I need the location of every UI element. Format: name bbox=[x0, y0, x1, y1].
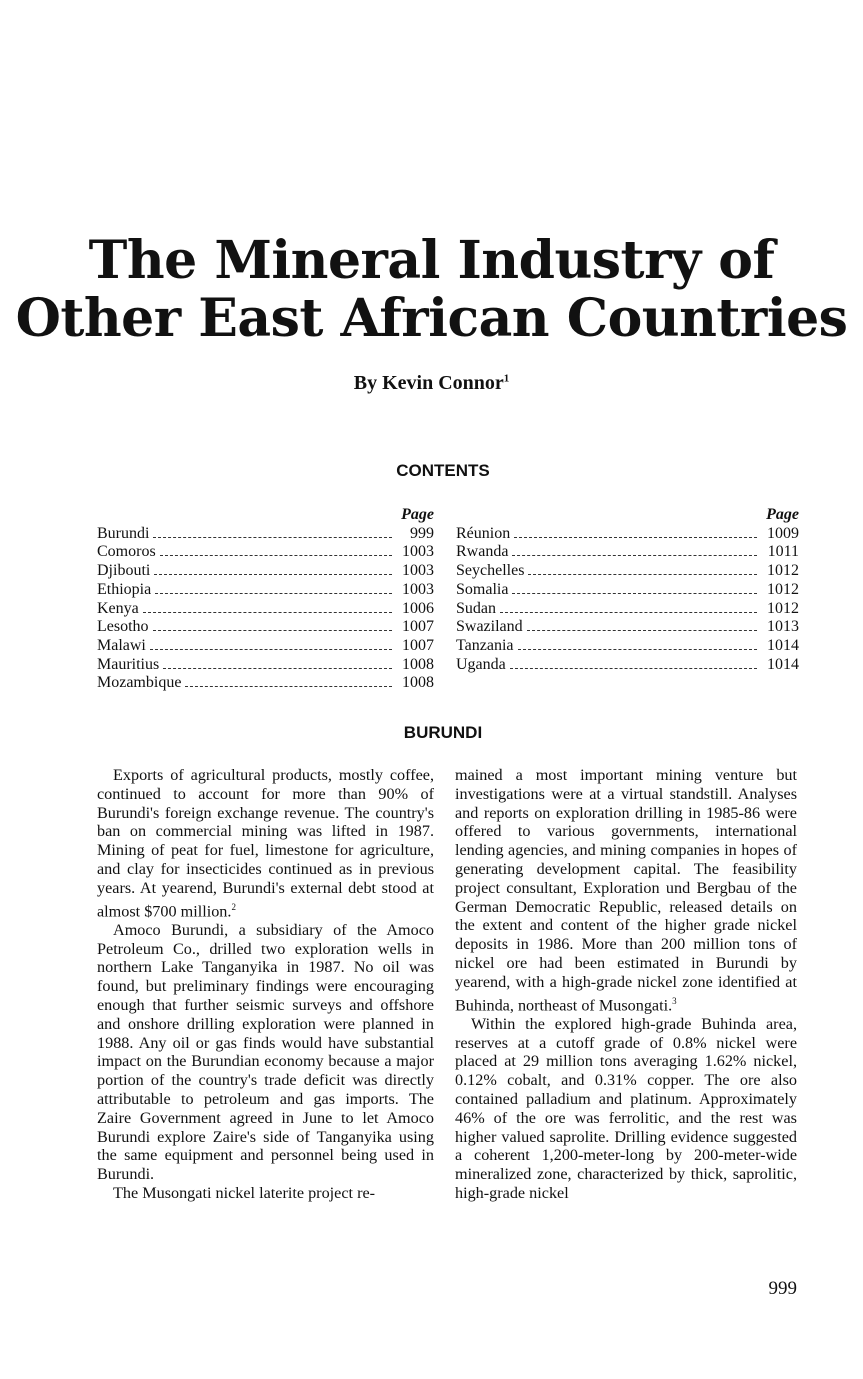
toc-entry-name: Rwanda bbox=[456, 543, 509, 561]
dot-leader bbox=[527, 630, 757, 631]
dot-leader bbox=[510, 668, 757, 669]
title-line-2: Other East African Countries bbox=[15, 288, 848, 349]
toc-entry-page: 1013 bbox=[767, 618, 799, 636]
toc-entry-page: 999 bbox=[410, 524, 434, 542]
body-paragraph bbox=[97, 766, 434, 921]
toc-entry-name: Sudan bbox=[456, 599, 496, 617]
page-number: 999 bbox=[768, 1278, 797, 1299]
toc-entry bbox=[456, 525, 799, 544]
dot-leader bbox=[512, 593, 757, 594]
section-heading-burundi: BURUNDI bbox=[403, 723, 483, 742]
dot-leader bbox=[154, 574, 392, 575]
dot-leader bbox=[163, 668, 392, 669]
toc-entry bbox=[456, 543, 799, 562]
paragraph-text: Exports of agricultural products, mostly coffee, continued to account for more than 90% of Burundi's foreign exchange revenue. The country's ban on commercial mining was lifted in 1987. Mining of peat for fuel, limestone for agriculture, and clay for insecticides continued as in previous years. At yearend, Burundi's external debt stood at almost $700 million. bbox=[97, 766, 434, 920]
body-paragraph bbox=[97, 921, 434, 1184]
dot-leader bbox=[528, 574, 757, 575]
dot-leader bbox=[143, 612, 392, 613]
dot-leader bbox=[185, 686, 392, 687]
contents-right-column bbox=[456, 506, 799, 674]
toc-entry-name: Lesotho bbox=[97, 618, 149, 636]
toc-entry-name: Malawi bbox=[97, 636, 146, 654]
toc-entry bbox=[456, 618, 799, 637]
toc-entry-page: 1003 bbox=[402, 580, 434, 598]
toc-entry-page: 1008 bbox=[402, 655, 434, 673]
toc-entry-page: 1012 bbox=[767, 599, 799, 617]
toc-entry-page: 1012 bbox=[767, 562, 799, 580]
toc-entry-page: 1007 bbox=[402, 618, 434, 636]
toc-entry bbox=[456, 600, 799, 619]
toc-entry bbox=[97, 656, 434, 675]
toc-entry-page: 1014 bbox=[767, 655, 799, 673]
toc-entry bbox=[456, 562, 799, 581]
dot-leader bbox=[153, 537, 392, 538]
dot-leader bbox=[514, 537, 757, 538]
page-column-label: Page bbox=[401, 506, 434, 523]
byline bbox=[0, 372, 863, 395]
toc-entry-name: Swaziland bbox=[456, 618, 523, 636]
page-column-label: Page bbox=[766, 506, 799, 523]
toc-entry bbox=[97, 674, 434, 693]
toc-entry-name: Mozambique bbox=[97, 674, 182, 692]
dot-leader bbox=[153, 630, 392, 631]
toc-entry-page: 1014 bbox=[767, 636, 799, 654]
body-paragraph bbox=[455, 1015, 797, 1203]
toc-entry-page: 1012 bbox=[767, 580, 799, 598]
toc-entry bbox=[456, 637, 799, 656]
contents-left-column bbox=[97, 506, 434, 693]
toc-entry bbox=[97, 581, 434, 600]
paragraph-text: Within the explored high-grade Buhinda area, reserves at a cutoff grade of 0.8% nickel were placed at 29 million tons averaging 1.62% nickel, 0.12% cobalt, and 0.31% copper. The ore also contained palladium and platinum. Approximately 46% of the ore was ferrolitic, and the rest was higher valued saprolite. Drilling evidence suggested a coherent 1,200-meter-long by 200-meter-wide mineralized zone, characterized by thick, saprolitic, high-grade nickel bbox=[455, 1014, 797, 1202]
toc-entry-page: 1006 bbox=[402, 599, 434, 617]
body-column-left bbox=[97, 766, 434, 1203]
toc-entry-name: Kenya bbox=[97, 599, 139, 617]
footnote-mark: 1 bbox=[503, 372, 510, 385]
toc-entry-page: 1003 bbox=[402, 562, 434, 580]
body-paragraph-continued: mained a most important mining venture but investigations were at a virtual standstill. Analyses and reports on exploration drilling in 1985-86 were offered to various governments, international lending agencies, and mining companies in hopes of generating development capital. The feasibility project consultant, Exploration und Bergbau of the German Democratic Republic, released details on the extent and content of the higher grade nickel deposits in 1986. More than 200 million tons of nickel ore had been estimated in Burundi by yearend, with a high-grade nickel zone identified at Buhinda, northeast of Musongati.$^3$ bbox=[455, 766, 797, 1014]
toc-entry-name: Burundi bbox=[97, 524, 150, 542]
contents-heading: CONTENTS bbox=[396, 461, 490, 480]
footnote-reference: 3 bbox=[672, 995, 677, 1006]
toc-entry bbox=[456, 656, 799, 675]
toc-entry bbox=[97, 637, 434, 656]
author-name: By Kevin Connor bbox=[353, 372, 504, 394]
body-paragraph-start: The Musongati nickel laterite project re- bbox=[113, 1183, 376, 1202]
body-column-right bbox=[455, 766, 797, 1203]
toc-entry bbox=[456, 581, 799, 600]
toc-entry-name: Uganda bbox=[456, 655, 506, 673]
dot-leader bbox=[160, 555, 392, 556]
toc-entry-name: Djibouti bbox=[97, 562, 151, 580]
toc-entry-page: 1009 bbox=[767, 524, 799, 542]
toc-entry bbox=[97, 562, 434, 581]
toc-entry bbox=[97, 618, 434, 637]
toc-entry-name: Seychelles bbox=[456, 562, 525, 580]
title-line-1: The Mineral Industry of bbox=[88, 230, 775, 291]
toc-entry-page: 1008 bbox=[402, 674, 434, 692]
toc-entry bbox=[97, 543, 434, 562]
dot-leader bbox=[518, 649, 757, 650]
toc-entry-name: Mauritius bbox=[97, 655, 160, 673]
document-title bbox=[0, 232, 863, 348]
dot-leader bbox=[150, 649, 392, 650]
dot-leader bbox=[500, 612, 757, 613]
toc-entry bbox=[97, 525, 434, 544]
toc-entry-name: Réunion bbox=[456, 524, 511, 542]
toc-entry-name: Ethiopia bbox=[97, 580, 152, 598]
toc-entry-page: 1011 bbox=[767, 543, 799, 561]
toc-entry-name: Somalia bbox=[456, 580, 509, 598]
toc-entry-page: 1007 bbox=[402, 636, 434, 654]
paragraph-text: Amoco Burundi, a subsidiary of the Amoco Petroleum Co., drilled two exploration wells in northern Lake Tanganyika in 1987. No oil was found, but preliminary findings were encouraging enough that further seismic surveys and offshore and onshore drilling exploration were planned in 1988. Any oil or gas finds would have substantial impact on the Burundian economy because a major portion of the country's trade deficit was directly attributable to petroleum and gas imports. The Zaire Government agreed in June to let Amoco Burundi explore Zaire's side of Tanganyika using the same equipment and personnel being used in Burundi. bbox=[97, 920, 434, 1184]
dot-leader bbox=[155, 593, 392, 594]
toc-entry-name: Comoros bbox=[97, 543, 156, 561]
dot-leader bbox=[512, 555, 757, 556]
toc-entry-page: 1003 bbox=[402, 543, 434, 561]
toc-entry-name: Tanzania bbox=[456, 636, 514, 654]
toc-entry bbox=[97, 600, 434, 619]
footnote-reference: 2 bbox=[231, 901, 236, 912]
